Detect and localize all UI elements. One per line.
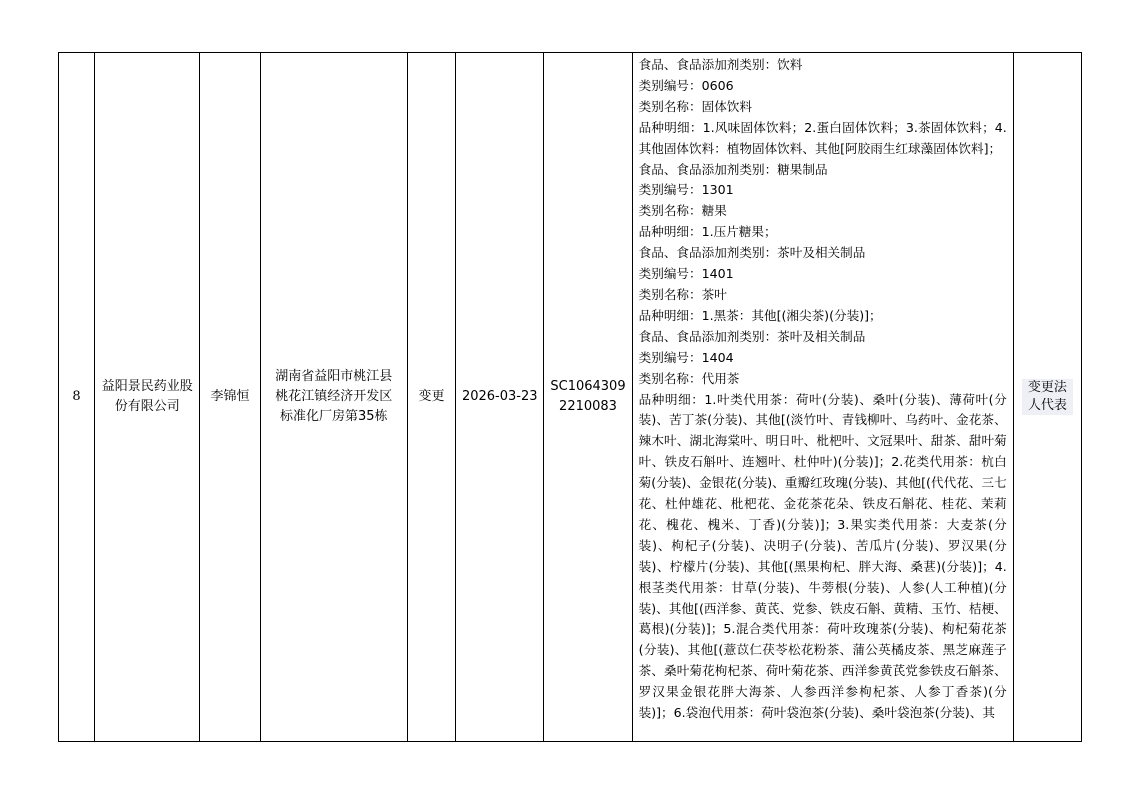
detail-line: 类别编号：0606 xyxy=(638,77,734,93)
detail-line: 食品、食品添加剂类别：糖果制品 xyxy=(638,161,828,177)
company-name: 益阳景民药业股份有限公司 xyxy=(95,53,200,742)
detail-line: 类别名称：茶叶 xyxy=(638,286,727,302)
license-number xyxy=(544,53,632,742)
legal-representative: 李锦恒 xyxy=(200,53,260,742)
row-number: 8 xyxy=(59,53,95,742)
change-type: 变更 xyxy=(407,53,455,742)
detail-line: 品种明细：1.叶类代用茶：荷叶(分装)、桑叶(分装)、薄荷叶(分装)、苦丁茶(分装)、其他[(淡竹叶、青钱柳叶、乌药叶、金花茶、辣木叶、湖北海棠叶、明日叶、枇杷叶、文冠果叶、甜茶、甜叶菊叶、铁皮石斛叶、连翘叶、杜仲叶)(分装)]；2.花类代用茶：杭白菊(分装)、金银花(分装)、重瓣红玫瑰(分装)、其他[(代代花、三七花、杜仲雄花、枇杷花、金花茶花朵、铁皮石斛花、桂花、茉莉花、槐花、槐米、丁香)(分装)]；3.果实类代用茶：大麦茶(分装)、枸杞子(分装)、决明子(分装)、苦瓜片(分装)、罗汉果(分装)、柠檬片(分装)、其他[(黑果枸杞、胖大海、桑葚)(分装)]；4.根茎类代用茶：甘草(分装)、牛蒡根(分装)、人参(人工种植)(分装)、其他[(西洋参、黄芪、党参、铁皮石斛、黄精、玉竹、桔梗、葛根)(分装)]；5.混合类代用茶：荷叶玫瑰茶(分装)、枸杞菊花茶(分装)、其他[(薏苡仁茯苓松花粉茶、蒲公英橘皮茶、黑芝麻莲子茶、桑叶菊花枸杞茶、荷叶菊花茶、西洋参黄芪党参铁皮石斛茶、罗汉果金银花胖大海茶、人参西洋参枸杞茶、人参丁香茶)(分装)]；6.袋泡代用茶：荷叶袋泡茶(分装)、桑叶袋泡茶(分装)、其 xyxy=(638,391,1007,721)
date: 2026-03-23 xyxy=(456,53,544,742)
license-table xyxy=(58,52,1082,742)
address: 湖南省益阳市桃江县桃花江镇经济开发区标准化厂房第35栋 xyxy=(260,53,407,742)
table-row xyxy=(59,53,1082,742)
detail-text xyxy=(633,53,1013,741)
license-number-line1: SC1064309 xyxy=(550,379,626,394)
detail-line: 食品、食品添加剂类别：茶叶及相关制品 xyxy=(638,328,866,344)
detail-line: 食品、食品添加剂类别：茶叶及相关制品 xyxy=(638,245,866,261)
detail-line: 类别编号：1401 xyxy=(638,266,734,282)
remark-text: 变更法人代表 xyxy=(1022,379,1073,415)
detail-line: 类别名称：糖果 xyxy=(638,203,727,219)
detail-line: 类别名称：代用茶 xyxy=(638,370,740,386)
food-category-details xyxy=(632,53,1013,742)
detail-line: 品种明细：1.压片糖果； xyxy=(638,224,777,240)
detail-line: 品种明细：1.风味固体饮料；2.蛋白固体饮料；3.茶固体饮料；4.其他固体饮料：植物固体饮料、其他[阿胶雨生红球藻固体饮料]； xyxy=(638,119,1007,156)
detail-line: 类别编号：1301 xyxy=(638,182,734,198)
detail-line: 品种明细：1.黑茶：其他[(湘尖茶)(分装)]； xyxy=(638,307,882,323)
detail-line: 食品、食品添加剂类别：饮料 xyxy=(638,57,803,72)
license-number-line2: 2210083 xyxy=(559,399,617,414)
detail-line: 类别编号：1404 xyxy=(638,349,734,365)
detail-line: 类别名称：固体饮料 xyxy=(638,98,752,114)
remark xyxy=(1013,53,1081,742)
